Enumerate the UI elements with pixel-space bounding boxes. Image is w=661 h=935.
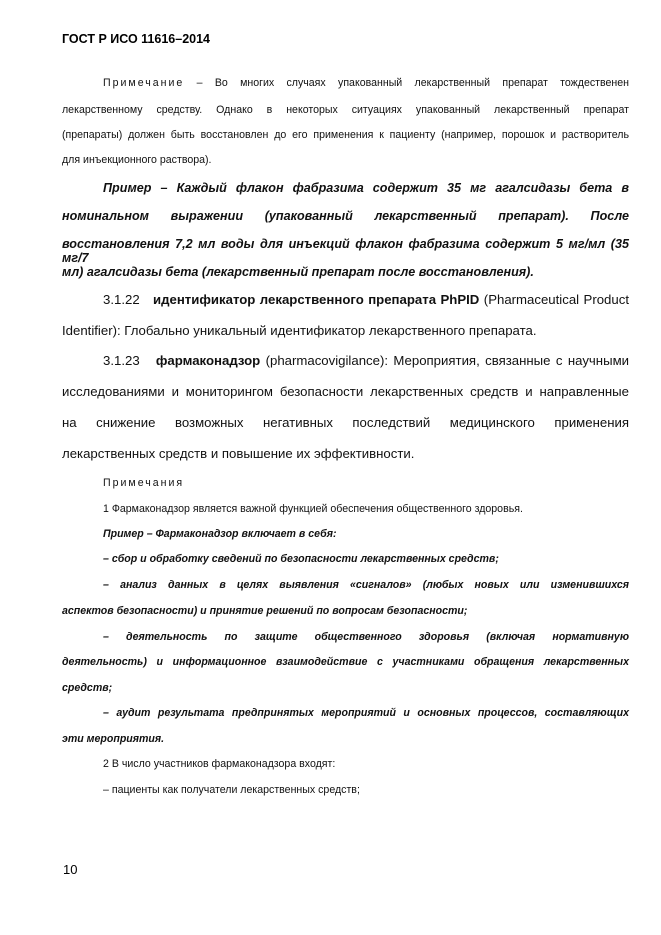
note-line: (препараты) должен быть восстановлен до его применения к пациенту (например, порошок и растворитель [62,129,629,141]
term-definition: (pharmacovigilance): Мероприятия, связанные с научными [265,353,630,368]
term-definition: лекарственных средств и повышение их эффективности. [62,446,415,461]
term-number: 3.1.23 [103,353,140,368]
term-name: фармаконадзор [155,353,261,368]
bullet-line: – аудит результата предпринятых мероприятий и основных процессов, составляющих [103,707,629,719]
example-line: мл) агалсидазы бета (лекарственный препарат после восстановления). [62,265,534,279]
page-number: 10 [63,862,78,877]
term-definition: на снижение возможных негативных последствий медицинского применения [62,415,629,430]
bullet-line: средств; [62,682,113,694]
bullet-line: – анализ данных в целях выявления «сигналов» (любых новых или изменившихся [103,579,629,591]
term-number: 3.1.22 [103,292,140,307]
note-item: 1 Фармаконадзор является важной функцией обеспечения общественного здоровья. [103,503,523,515]
bullet-line: эти мероприятия. [62,733,165,745]
bullet-line: – пациенты как получатели лекарственных средств; [103,784,360,796]
note-line: лекарственному средству. Однако в некоторых ситуациях упакованный лекарственный препарат [62,104,629,116]
note-line: для инъекционного раствора). [62,154,212,166]
bullet-line: – деятельность по защите общественного здоровья (включая нормативную [103,631,629,643]
term-definition: исследованиями и мониторингом безопасности лекарственных средств и направленные [62,384,629,399]
bullet-line: аспектов безопасности) и принятие решений по вопросам безопасности; [62,605,468,617]
note-label: Примечание [103,77,185,89]
note-line: – Во многих случаях упакованный лекарственный препарат тождественен [196,77,629,89]
document-header: ГОСТ Р ИСО 11616–2014 [62,32,211,46]
term-definition: (Pharmaceutical Product [483,292,629,307]
notes-label: Примечания [103,477,185,489]
bullet-line: – сбор и обработку сведений по безопасности лекарственных средств; [103,553,499,565]
example-line: Пример – Каждый флакон фабразима содержит 35 мг агалсидазы бета в [103,181,629,195]
note-item: 2 В число участников фармаконадзора входят: [103,758,336,770]
term-definition: Identifier): Глобально уникальный идентификатор лекарственного препарата. [62,323,537,338]
example-intro: Пример – Фармаконадзор включает в себя: [103,528,337,540]
example-line: номинальном выражении (упакованный лекарственный препарат). После [62,209,629,223]
example-line: восстановления 7,2 мл воды для инъекций флакон фабразима содержит 5 мг/мл (35 мг/7 [62,237,629,265]
bullet-line: деятельность) и информационное взаимодействие с участниками обращения лекарственных [62,656,629,668]
term-name: идентификатор лекарственного препарата PhPID [153,292,480,307]
